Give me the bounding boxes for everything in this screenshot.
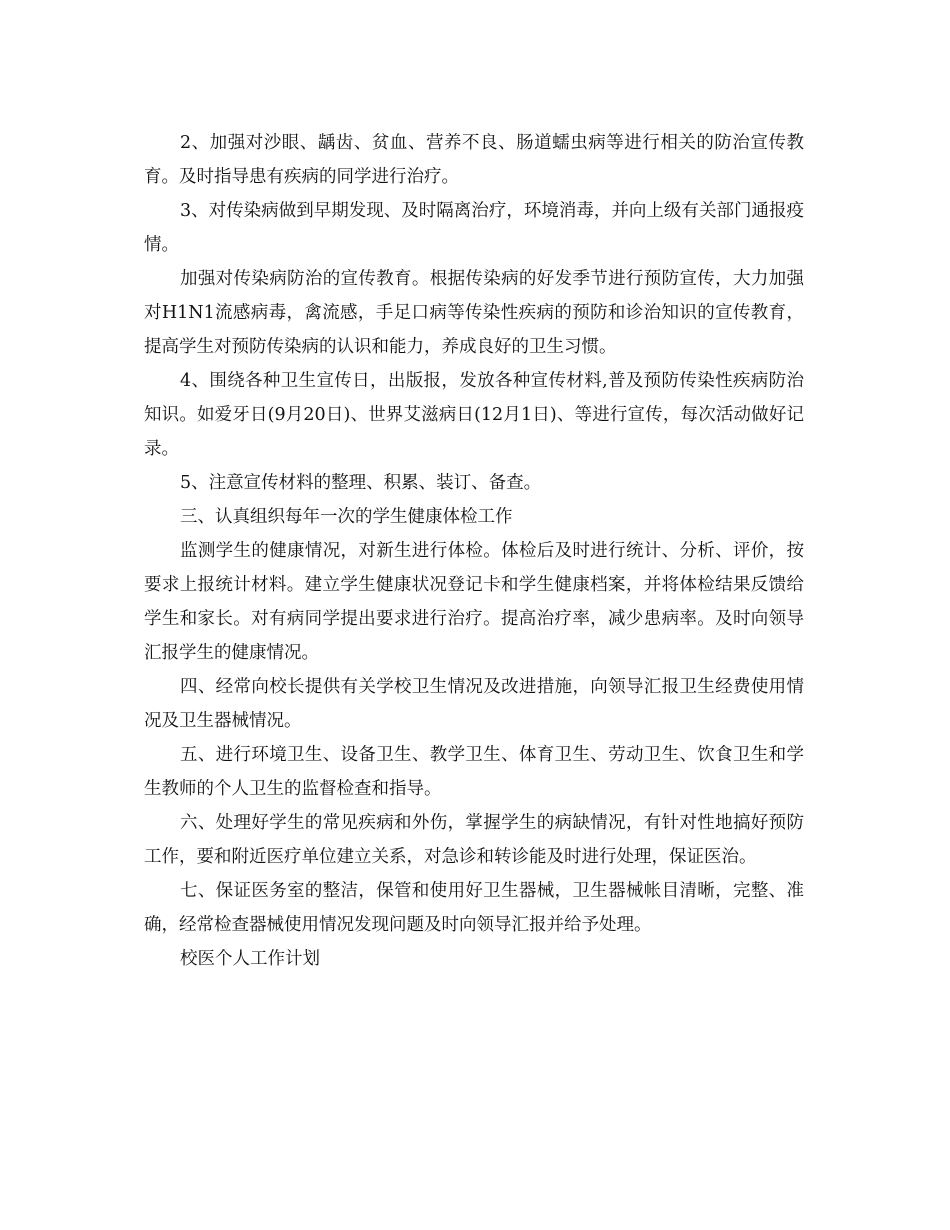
paragraph-item-3: 3、对传染病做到早期发现、及时隔离治疗，环境消毒，并向上级有关部门通报疫情。 xyxy=(144,201,804,255)
section-heading-3: 三、认真组织每年一次的学生健康体检工作 xyxy=(180,507,513,527)
paragraph-health-monitoring: 监测学生的健康情况，对新生进行体检。体检后及时进行统计、分析、评价，按要求上报统计材料。建立学生健康状况登记卡和学生健康档案，并将体检结果反馈给学生和家长。对有病同学提出要求进行治疗。提高治疗率，减少患病率。及时向领导汇报学生的健康情况。 xyxy=(144,541,804,663)
section-heading-4: 四、经常向校长提供有关学校卫生情况及改进措施，向领导汇报卫生经费使用情况及卫生器械情况。 xyxy=(144,677,804,731)
paragraph-item-4: 4、围绕各种卫生宣传日，出版报，发放各种宣传材料,普及预防传染性疾病防治知识。如爱牙日(9月20日)、世界艾滋病日(12月1日)、等进行宣传，每次活动做好记录。 xyxy=(144,371,804,459)
paragraph-infectious-disease-education: 加强对传染病防治的宣传教育。根据传染病的好发季节进行预防宣传，大力加强对H1N1流感病毒，禽流感，手足口病等传染性疾病的预防和诊治知识的宣传教育，提高学生对预防传染病的认识和能力，养成良好的卫生习惯。 xyxy=(144,269,804,357)
section-heading-5: 五、进行环境卫生、设备卫生、教学卫生、体育卫生、劳动卫生、饮食卫生和学生教师的个人卫生的监督检查和指导。 xyxy=(144,745,804,799)
section-heading-6: 六、处理好学生的常见疾病和外伤，掌握学生的病缺情况，有针对性地搞好预防工作，要和附近医疗单位建立关系，对急诊和转诊能及时进行处理，保证医治。 xyxy=(144,813,804,867)
paragraph-item-5: 5、注意宣传材料的整理、积累、装订、备查。 xyxy=(180,473,542,493)
document-closing-title: 校医个人工作计划 xyxy=(180,949,320,969)
section-heading-7: 七、保证医务室的整洁，保管和使用好卫生器械，卫生器械帐目清晰，完整、准确，经常检查器械使用情况发现问题及时向领导汇报并给予处理。 xyxy=(144,881,804,935)
document-body xyxy=(144,126,804,976)
paragraph-item-2: 2、加强对沙眼、龋齿、贫血、营养不良、肠道蠕虫病等进行相关的防治宣传教育。及时指导患有疾病的同学进行治疗。 xyxy=(144,133,804,187)
